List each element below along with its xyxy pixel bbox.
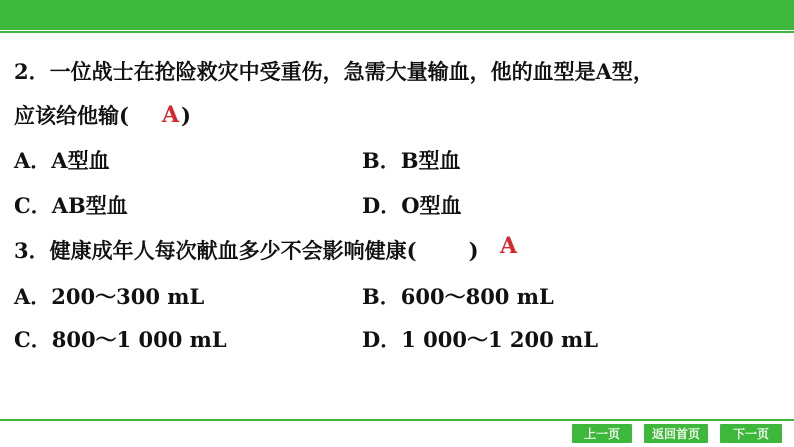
q2-stem-text1: 一位战士在抢险救灾中受重伤，急需大量输血，他的血型是A型， [49,59,654,84]
q3-option-d [362,326,598,354]
option-text: 200～300 mL [51,284,205,309]
q3-number: 3． [14,238,50,263]
header-rule [0,31,794,33]
option-letter: A． [14,148,52,173]
option-letter: B． [362,284,401,309]
q2-option-d [362,192,462,220]
prev-page-button[interactable]: 上一页 [572,424,632,443]
option-letter: B． [362,148,401,173]
option-letter: C． [14,193,52,218]
home-button[interactable]: 返回首页 [644,424,708,443]
option-letter: D． [362,193,402,218]
q2-number: 2． [14,59,50,84]
q3-answer: A [500,233,518,259]
q2-close-paren: ) [180,103,191,128]
q2-option-c [14,192,128,220]
q2-option-a [14,147,110,175]
q3-close-paren: ) [468,238,479,263]
q2-answer: A [162,102,180,128]
option-text: 1 000～1 200 mL [401,327,599,352]
next-page-button[interactable]: 下一页 [720,424,782,443]
option-letter: C． [14,327,52,352]
option-text: B型血 [400,148,461,173]
option-text: O型血 [401,193,462,218]
q2-stem-line1 [14,58,654,86]
header-band [0,0,794,30]
q3-option-c [14,326,227,354]
option-text: 600～800 mL [400,284,554,309]
option-text: A型血 [51,148,110,173]
q3-option-b [362,283,554,311]
option-letter: A． [14,284,52,309]
option-text: AB型血 [51,193,128,218]
q3-stem-text: 健康成年人每次献血多少不会影响健康( [49,238,417,263]
q2-option-b [362,147,461,175]
q3-option-a [14,283,204,311]
footer-rule [0,419,794,421]
option-text: 800～1 000 mL [51,327,227,352]
q2-stem-text2: 应该给他输( [14,103,129,128]
option-letter: D． [362,327,402,352]
q3-stem [14,237,479,265]
